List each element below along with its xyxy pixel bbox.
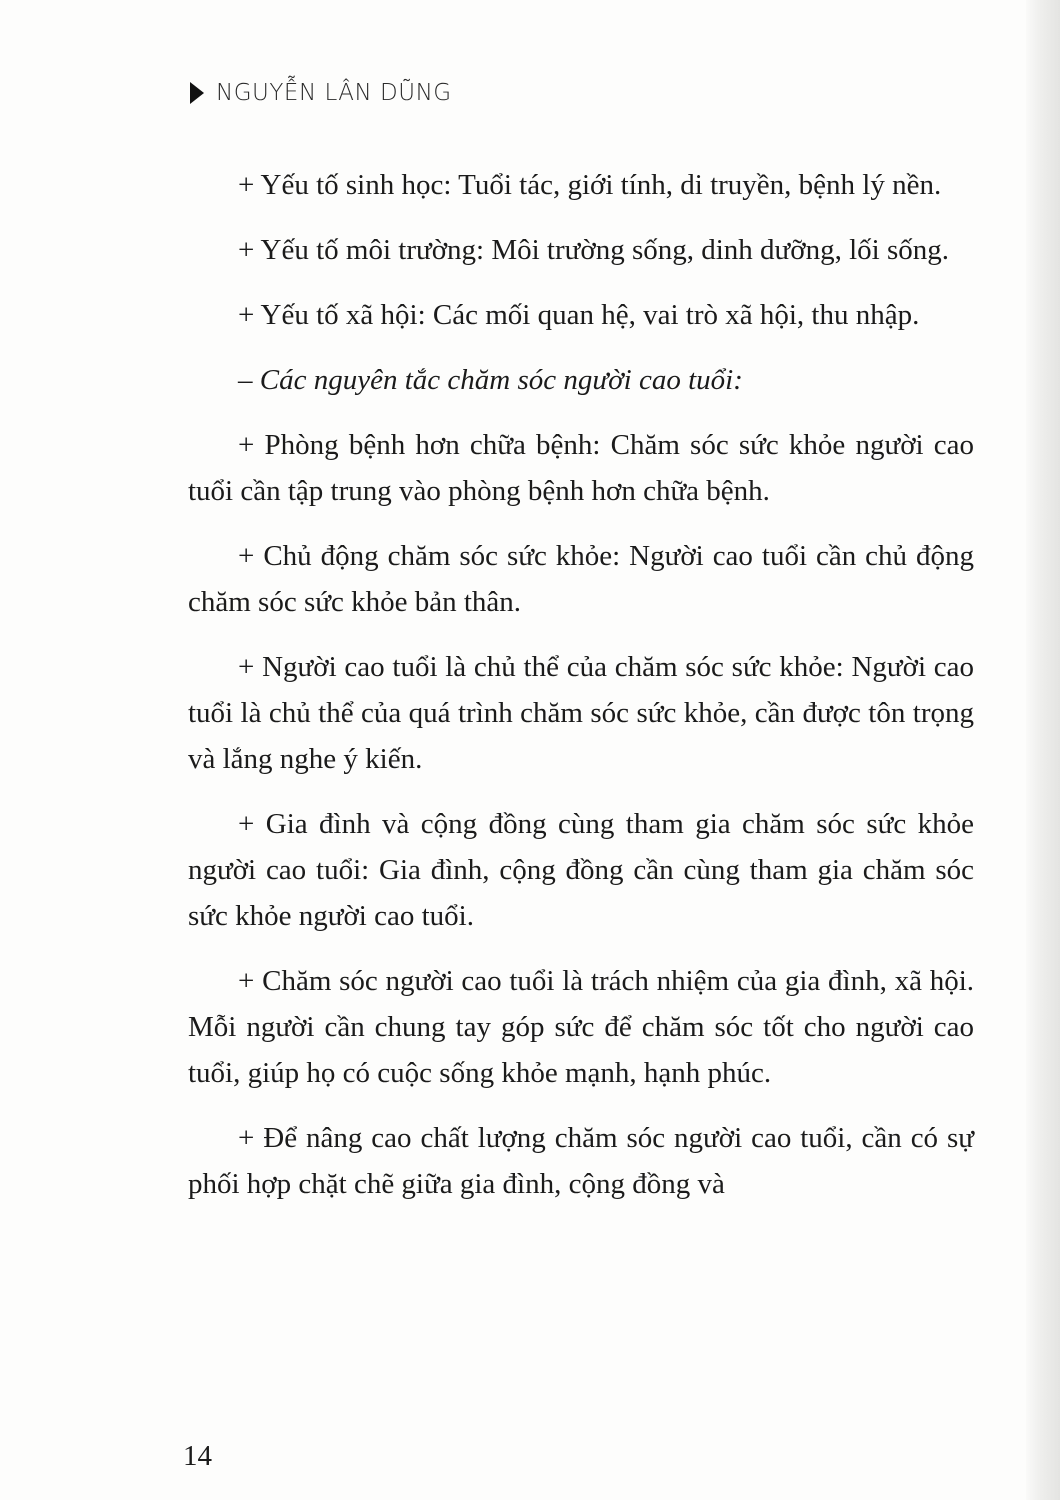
paragraph-prevention: + Phòng bệnh hơn chữa bệnh: Chăm sóc sức khỏe người cao tuổi cần tập trung vào phòng bệnh hơn chữa bệnh. (188, 429, 974, 507)
paragraph-family-community: + Gia đình và cộng đồng cùng tham gia chăm sóc sức khỏe người cao tuổi: Gia đình, cộng đồng cần cùng tham gia chăm sóc sức khỏe người cao tuổi. (188, 808, 974, 932)
section-heading-care-principles: – Các nguyên tắc chăm sóc người cao tuổi: (238, 364, 743, 396)
triangle-arrow-icon (190, 82, 204, 104)
paragraph-quality-improvement: + Để nâng cao chất lượng chăm sóc người cao tuổi, cần có sự phối hợp chặt chẽ giữa gia đình, cộng đồng và (188, 1122, 974, 1200)
paragraph-biological-factors: + Yếu tố sinh học: Tuổi tác, giới tính, di truyền, bệnh lý nền. (238, 169, 942, 201)
page-number: 14 (183, 1440, 212, 1472)
paragraph-responsibility: + Chăm sóc người cao tuổi là trách nhiệm của gia đình, xã hội. Mỗi người cần chung tay góp sức để chăm sóc tốt cho người cao tuổi, giúp họ có cuộc sống khỏe mạnh, hạnh phúc. (188, 965, 974, 1089)
paragraph-elderly-as-subject: + Người cao tuổi là chủ thể của chăm sóc sức khỏe: Người cao tuổi là chủ thể của quá trình chăm sóc sức khỏe, cần được tôn trọng và lắng nghe ý kiến. (188, 651, 974, 775)
author-name: NGUYỄN LÂN DŨNG (216, 80, 452, 106)
body-text (188, 162, 974, 1226)
paragraph-social-factors: + Yếu tố xã hội: Các mối quan hệ, vai trò xã hội, thu nhập. (238, 299, 920, 331)
page-edge-shadow (1026, 0, 1060, 1500)
paragraph-environmental-factors: + Yếu tố môi trường: Môi trường sống, dinh dưỡng, lối sống. (238, 234, 949, 266)
running-header (190, 80, 452, 106)
paragraph-proactive-care: + Chủ động chăm sóc sức khỏe: Người cao tuổi cần chủ động chăm sóc sức khỏe bản thân. (188, 540, 974, 618)
